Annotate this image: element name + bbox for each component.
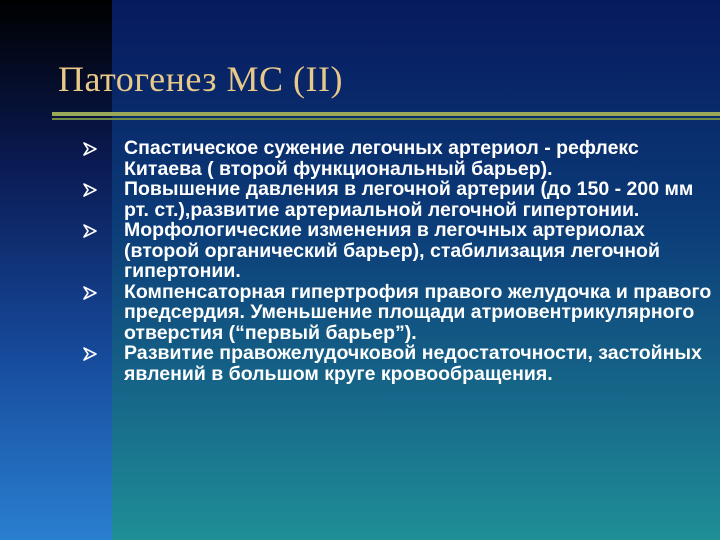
arrowhead-bullet-icon (82, 141, 98, 157)
slide-title: Патогенез МС (II) (58, 59, 343, 99)
title-divider (52, 112, 720, 116)
list-item (82, 343, 718, 384)
list-item (82, 220, 718, 282)
bullet-text: Морфологические изменения в легочных артериолах (второй органический барьер), стабилизация легочной гипертонии. (124, 219, 660, 282)
bullet-text: Спастическое сужение легочных артериол - рефлекс Китаева ( второй функциональный барьер). (124, 137, 639, 180)
list-item (82, 138, 718, 179)
bullet-text: Развитие правожелудочковой недостаточности, застойных явлений в большом круге кровообращения. (124, 342, 702, 385)
list-item (82, 282, 718, 344)
list-item (82, 179, 718, 220)
bullet-text: Компенсаторная гипертрофия правого желудочка и правого предсердия. Уменьшение площади атриовентрикулярного отверстия (“первый барьер”). (124, 280, 712, 344)
arrowhead-bullet-icon (82, 182, 98, 198)
arrowhead-bullet-icon (82, 285, 98, 301)
bullet-text: Повышение давления в легочной артерии (до 150 - 200 мм рт. ст.),развитие артериальной легочной гипертонии. (124, 178, 694, 221)
arrowhead-bullet-icon (82, 346, 98, 362)
title-divider-thin (52, 118, 720, 120)
bullet-list (82, 138, 718, 384)
arrowhead-bullet-icon (82, 223, 98, 239)
